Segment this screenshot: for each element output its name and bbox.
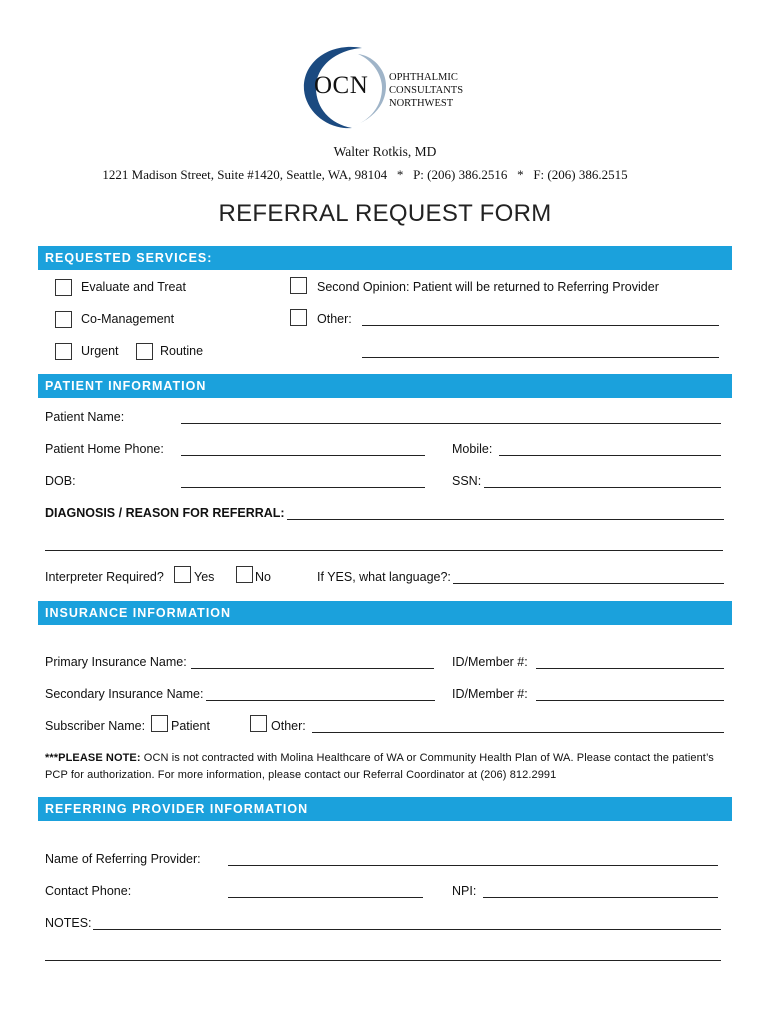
evaluate-treat-checkbox[interactable] <box>55 279 72 296</box>
referring-provider-heading: REFERRING PROVIDER INFORMATION <box>38 797 732 821</box>
subscriber-patient-checkbox[interactable] <box>151 715 168 732</box>
npi-field[interactable] <box>483 897 718 898</box>
referring-provider-name-label: Name of Referring Provider: <box>45 852 201 866</box>
secondary-id-field[interactable] <box>536 700 724 701</box>
primary-insurance-label: Primary Insurance Name: <box>45 655 187 669</box>
doctor-name: Walter Rotkis, MD <box>333 144 437 159</box>
note-heading: ***PLEASE NOTE: <box>45 752 141 764</box>
secondary-id-label: ID/Member #: <box>452 687 528 701</box>
urgent-label: Urgent <box>81 344 119 358</box>
ssn-label: SSN: <box>452 474 482 488</box>
mobile-field[interactable] <box>499 455 721 456</box>
contact-phone-field[interactable] <box>228 897 423 898</box>
home-phone-field[interactable] <box>181 455 425 456</box>
interpreter-no-checkbox[interactable] <box>236 566 253 583</box>
home-phone-label: Patient Home Phone: <box>45 442 164 456</box>
note-text: OCN is not contracted with Molina Healthcare of WA or Community Health Plan of WA. Please contact the patient’s PCP for authorization. For more information, please contact our Referral Coordinator at (206) 812.2991 <box>45 752 714 781</box>
ssn-field[interactable] <box>484 487 721 488</box>
diagnosis-field-2[interactable] <box>45 550 723 551</box>
requested-services-heading: REQUESTED SERVICES: <box>38 246 732 270</box>
notes-label: NOTES: <box>45 916 92 930</box>
primary-id-label: ID/Member #: <box>452 655 528 669</box>
insurance-info-heading: INSURANCE INFORMATION <box>38 601 732 625</box>
patient-name-field[interactable] <box>181 423 721 424</box>
logo-line-1: OPHTHALMIC <box>389 72 458 83</box>
diagnosis-field[interactable] <box>287 519 724 520</box>
language-label: If YES, what language?: <box>317 570 451 584</box>
routine-label: Routine <box>160 344 204 358</box>
logo <box>300 40 480 132</box>
interpreter-no-label: No <box>255 570 271 584</box>
secondary-insurance-field[interactable] <box>206 700 435 701</box>
primary-insurance-field[interactable] <box>191 668 434 669</box>
address-line: 1221 Madison Street, Suite #1420, Seattle, WA, 98104 * P: (206) 386.2516 * F: (206) 386.2515 <box>102 167 628 182</box>
patient-name-label: Patient Name: <box>45 410 125 424</box>
subscriber-patient-label: Patient <box>171 719 210 733</box>
second-opinion-label: Second Opinion: Patient will be returned to Referring Provider <box>317 280 659 294</box>
other-service-label: Other: <box>317 312 352 326</box>
urgent-checkbox[interactable] <box>55 343 72 360</box>
other-service-field-2[interactable] <box>362 357 719 358</box>
routine-checkbox[interactable] <box>136 343 153 360</box>
notes-field[interactable] <box>93 929 721 930</box>
primary-id-field[interactable] <box>536 668 724 669</box>
insurance-note <box>45 750 727 784</box>
mobile-label: Mobile: <box>452 442 493 456</box>
notes-field-2[interactable] <box>45 960 721 961</box>
subscriber-other-field[interactable] <box>312 732 724 733</box>
logo-letters: OCN <box>314 72 369 99</box>
subscriber-other-label: Other: <box>271 719 306 733</box>
dob-field[interactable] <box>181 487 425 488</box>
dob-label: DOB: <box>45 474 76 488</box>
secondary-insurance-label: Secondary Insurance Name: <box>45 687 204 701</box>
other-service-checkbox[interactable] <box>290 309 307 326</box>
second-opinion-checkbox[interactable] <box>290 277 307 294</box>
referring-provider-name-field[interactable] <box>228 865 718 866</box>
language-field[interactable] <box>453 583 724 584</box>
contact-phone-label: Contact Phone: <box>45 884 132 898</box>
interpreter-yes-label: Yes <box>194 570 215 584</box>
interpreter-label: Interpreter Required? <box>45 570 164 584</box>
co-management-label: Co-Management <box>81 312 175 326</box>
npi-label: NPI: <box>452 884 477 898</box>
logo-line-3: NORTHWEST <box>389 98 454 109</box>
logo-line-2: CONSULTANTS <box>389 85 464 96</box>
subscriber-label: Subscriber Name: <box>45 719 146 733</box>
diagnosis-label: DIAGNOSIS / REASON FOR REFERRAL: <box>45 506 285 520</box>
co-management-checkbox[interactable] <box>55 311 72 328</box>
form-title: REFERRAL REQUEST FORM <box>218 200 552 227</box>
patient-info-heading: PATIENT INFORMATION <box>38 374 732 398</box>
evaluate-treat-label: Evaluate and Treat <box>81 280 186 294</box>
interpreter-yes-checkbox[interactable] <box>174 566 191 583</box>
other-service-field[interactable] <box>362 325 719 326</box>
subscriber-other-checkbox[interactable] <box>250 715 267 732</box>
